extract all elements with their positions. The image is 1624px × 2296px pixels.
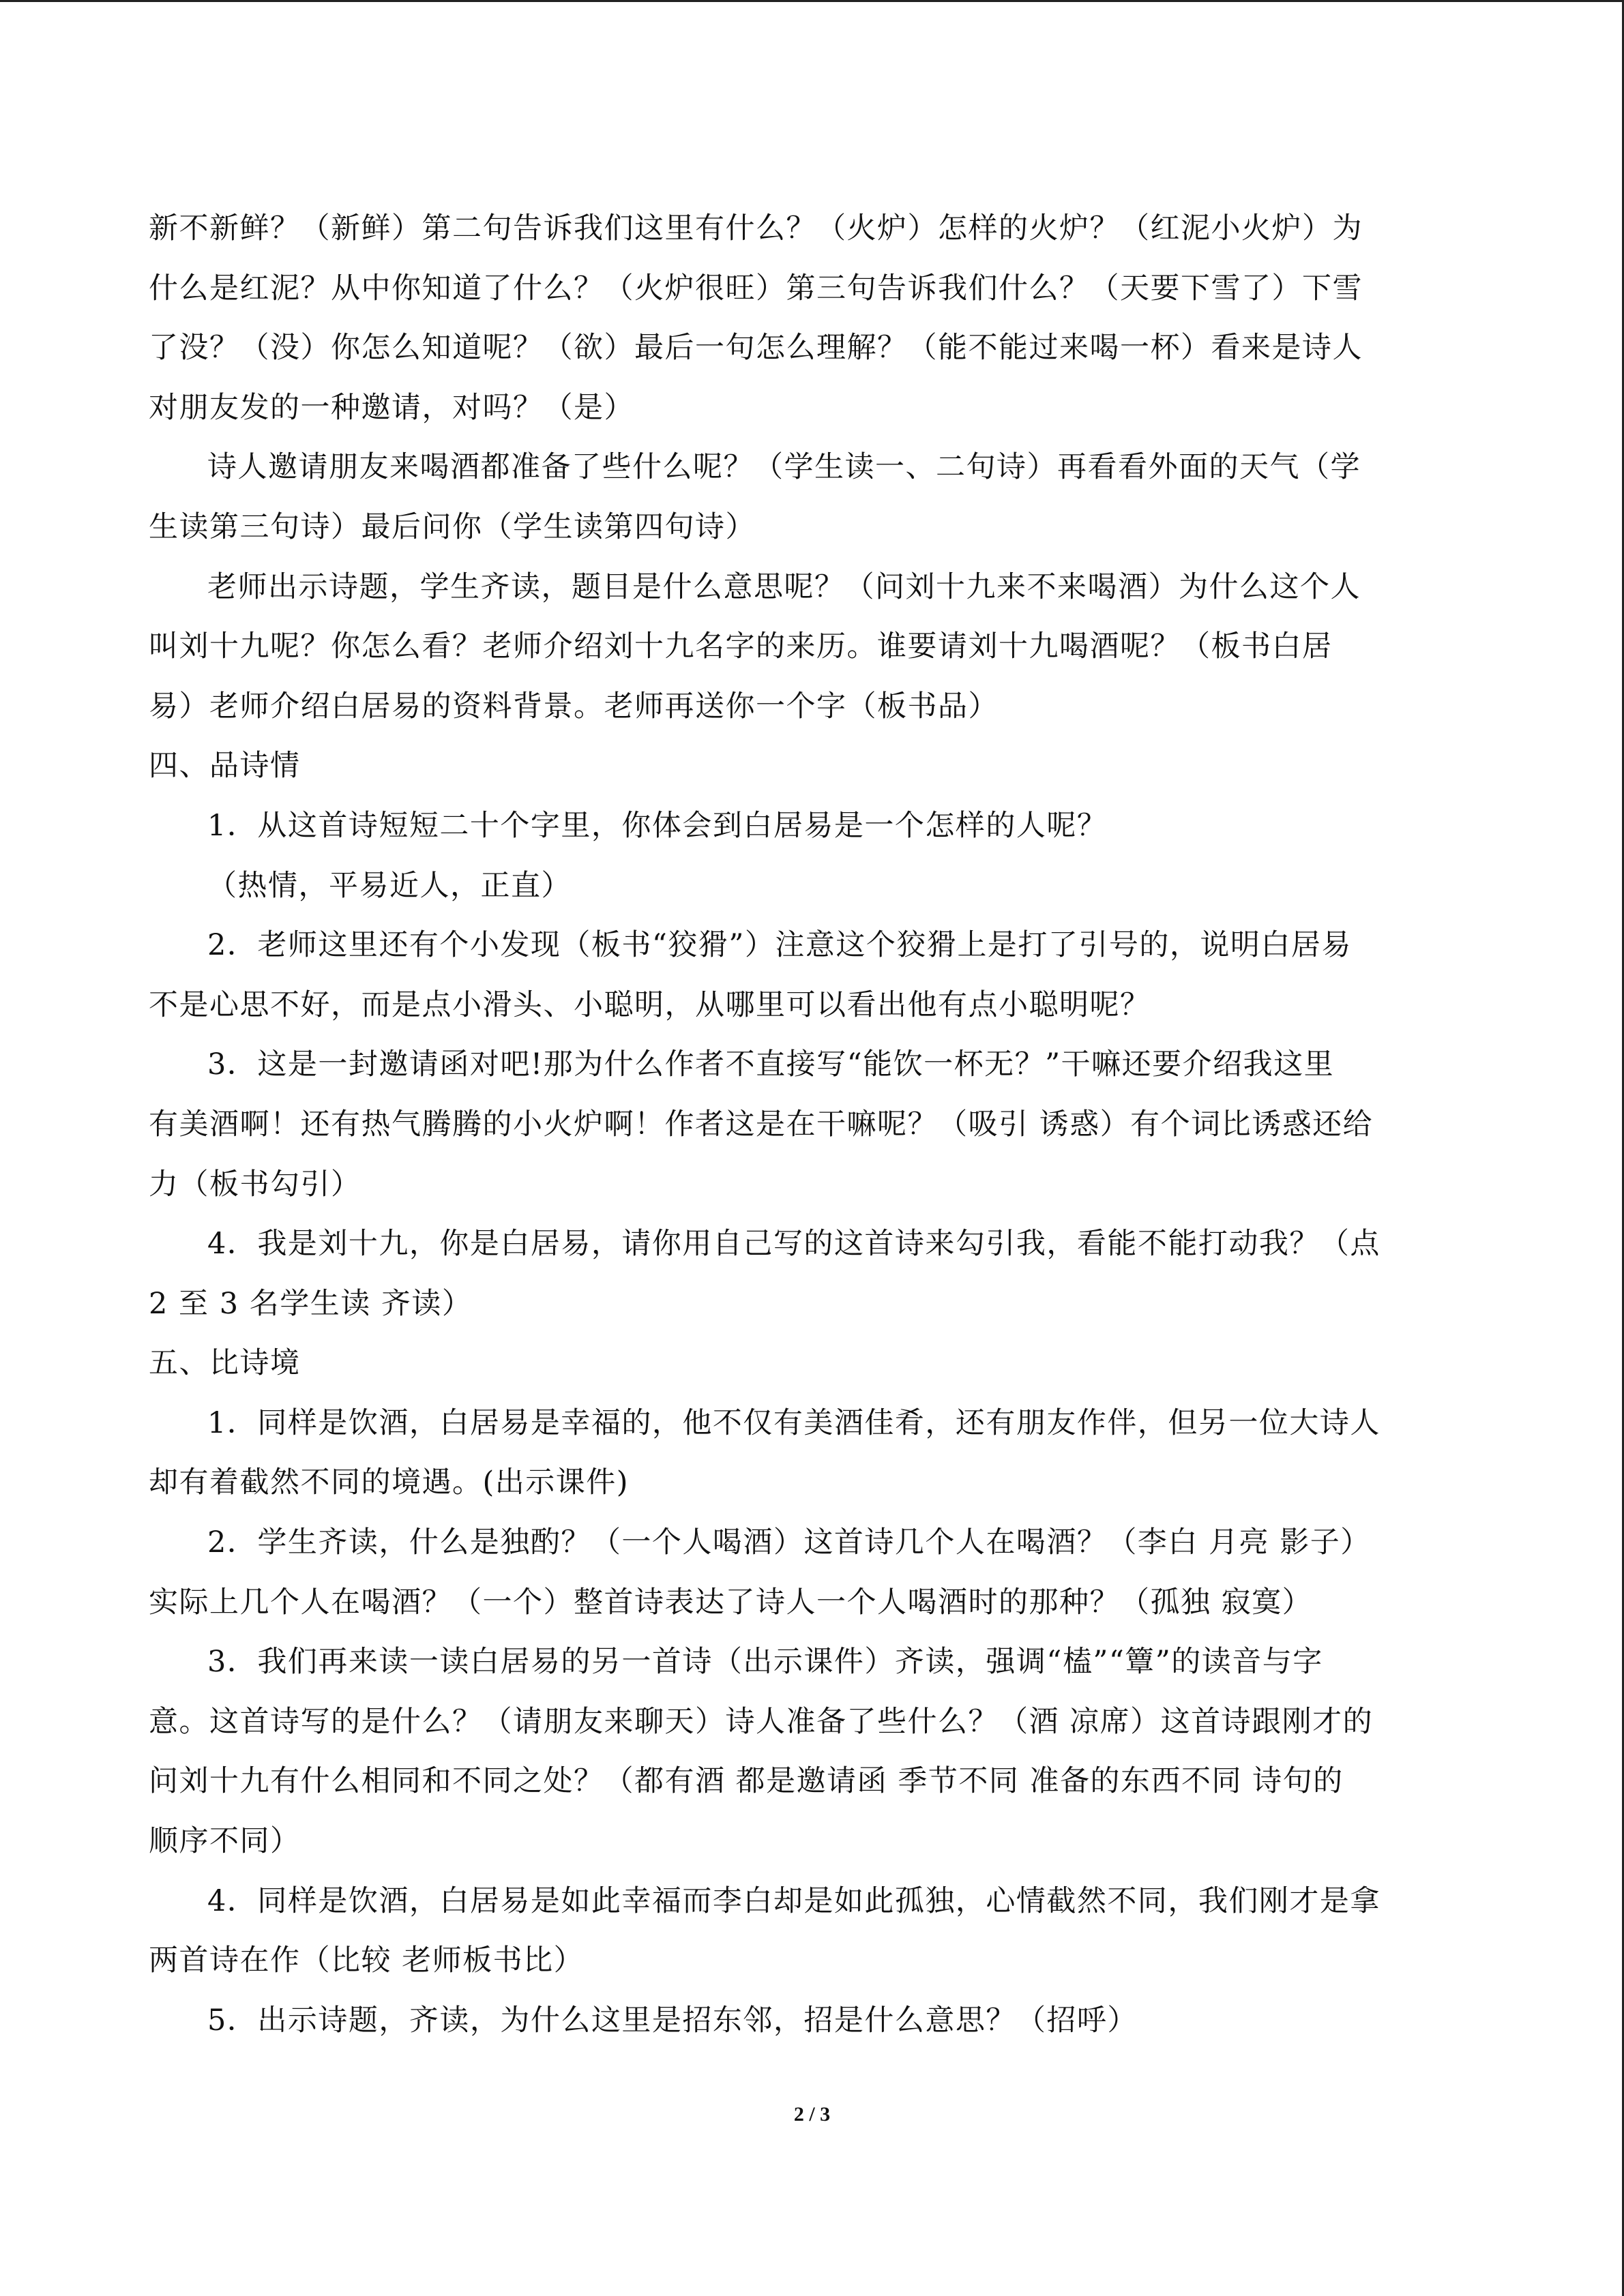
body-line: 1．同样是饮酒，白居易是幸福的，他不仅有美酒佳肴，还有朋友作伴，但另一位大诗人 <box>207 1405 1381 1440</box>
body-line: 4．我是刘十九，你是白居易，请你用自己写的这首诗来勾引我，看能不能打动我？（点 <box>207 1227 1381 1262</box>
body-line: 2 至 3 名学生读 齐读） <box>149 1286 473 1321</box>
body-line: 4．同样是饮酒，白居易是如此幸福而李白却是如此孤独，心情截然不同，我们刚才是拿 <box>207 1883 1381 1918</box>
body-line: 却有着截然不同的境遇。(出示课件) <box>149 1465 630 1500</box>
body-line: 5．出示诗题，齐读，为什么这里是招东邻，招是什么意思？（招呼） <box>207 2003 1138 2038</box>
body-line: 诗人邀请朋友来喝酒都准备了些什么呢？（学生读一、二句诗）再看看外面的天气（学 <box>207 450 1361 485</box>
body-line: 老师出示诗题，学生齐读，题目是什么意思呢？（问刘十九来不来喝酒）为什么这个人 <box>207 569 1361 604</box>
body-line: 易）老师介绍白居易的资料背景。老师再送你一个字（板书品） <box>149 689 999 724</box>
body-line: 问刘十九有什么相同和不同之处？（都有酒 都是邀请函 季节不同 准备的东西不同 诗句的 <box>149 1764 1344 1799</box>
body-line: 实际上几个人在喝酒？（一个）整首诗表达了诗人一个人喝酒时的那种？（孤独 寂寞） <box>149 1585 1313 1620</box>
body-line: 新不新鲜？（新鲜）第二句告诉我们这里有什么？（火炉）怎样的火炉？（红泥小火炉）为 <box>149 211 1363 245</box>
body-line: 生读第三句诗）最后问你（学生读第四句诗） <box>149 509 756 544</box>
body-line: （热情，平易近人，正直） <box>207 868 572 903</box>
body-line: 叫刘十九呢？你怎么看？老师介绍刘十九名字的来历。谁要请刘十九喝酒呢？（板书白居 <box>149 629 1333 664</box>
top-border <box>0 0 1624 2</box>
page-number: 2 / 3 <box>793 2103 831 2126</box>
section-heading: 四、品诗情 <box>149 749 301 784</box>
body-line: 顺序不同） <box>149 1824 301 1859</box>
body-line: 3．我们再来读一读白居易的另一首诗（出示课件）齐读，强调“榼”“簟”的读音与字 <box>207 1645 1323 1680</box>
body-line: 意。这首诗写的是什么？（请朋友来聊天）诗人准备了些什么？（酒 凉席）这首诗跟刚才的 <box>149 1704 1374 1739</box>
body-line: 3．这是一封邀请函对吧!那为什么作者不直接写“能饮一杯无？”干嘛还要介绍我这里 <box>207 1047 1335 1082</box>
body-line: 2．学生齐读，什么是独酌？（一个人喝酒）这首诗几个人在喝酒？（李白 月亮 影子） <box>207 1525 1371 1560</box>
body-line: 两首诗在作（比较 老师板书比） <box>149 1943 585 1978</box>
body-line: 力（板书勾引） <box>149 1167 361 1202</box>
section-heading: 五、比诗境 <box>149 1346 301 1381</box>
body-line: 了没？（没）你怎么知道呢？（欲）最后一句怎么理解？（能不能过来喝一杯）看来是诗人 <box>149 331 1363 366</box>
body-line: 对朋友发的一种邀请，对吗？（是） <box>149 390 634 425</box>
body-line: 2．老师这里还有个小发现（板书“狡猾”）注意这个狡猾上是打了引号的，说明白居易 <box>207 928 1352 963</box>
body-line: 1．从这首诗短短二十个字里，你体会到白居易是一个怎样的人呢？ <box>207 808 1108 843</box>
body-line: 有美酒啊！还有热气腾腾的小火炉啊！作者这是在干嘛呢？（吸引 诱惑）有个词比诱惑还给 <box>149 1107 1374 1142</box>
body-line: 不是心思不好，而是点小滑头、小聪明，从哪里可以看出他有点小聪明呢？ <box>149 987 1151 1022</box>
document-body <box>149 199 1475 2051</box>
body-line: 什么是红泥？从中你知道了什么？（火炉很旺）第三句告诉我们什么？（天要下雪了）下雪 <box>149 271 1363 305</box>
